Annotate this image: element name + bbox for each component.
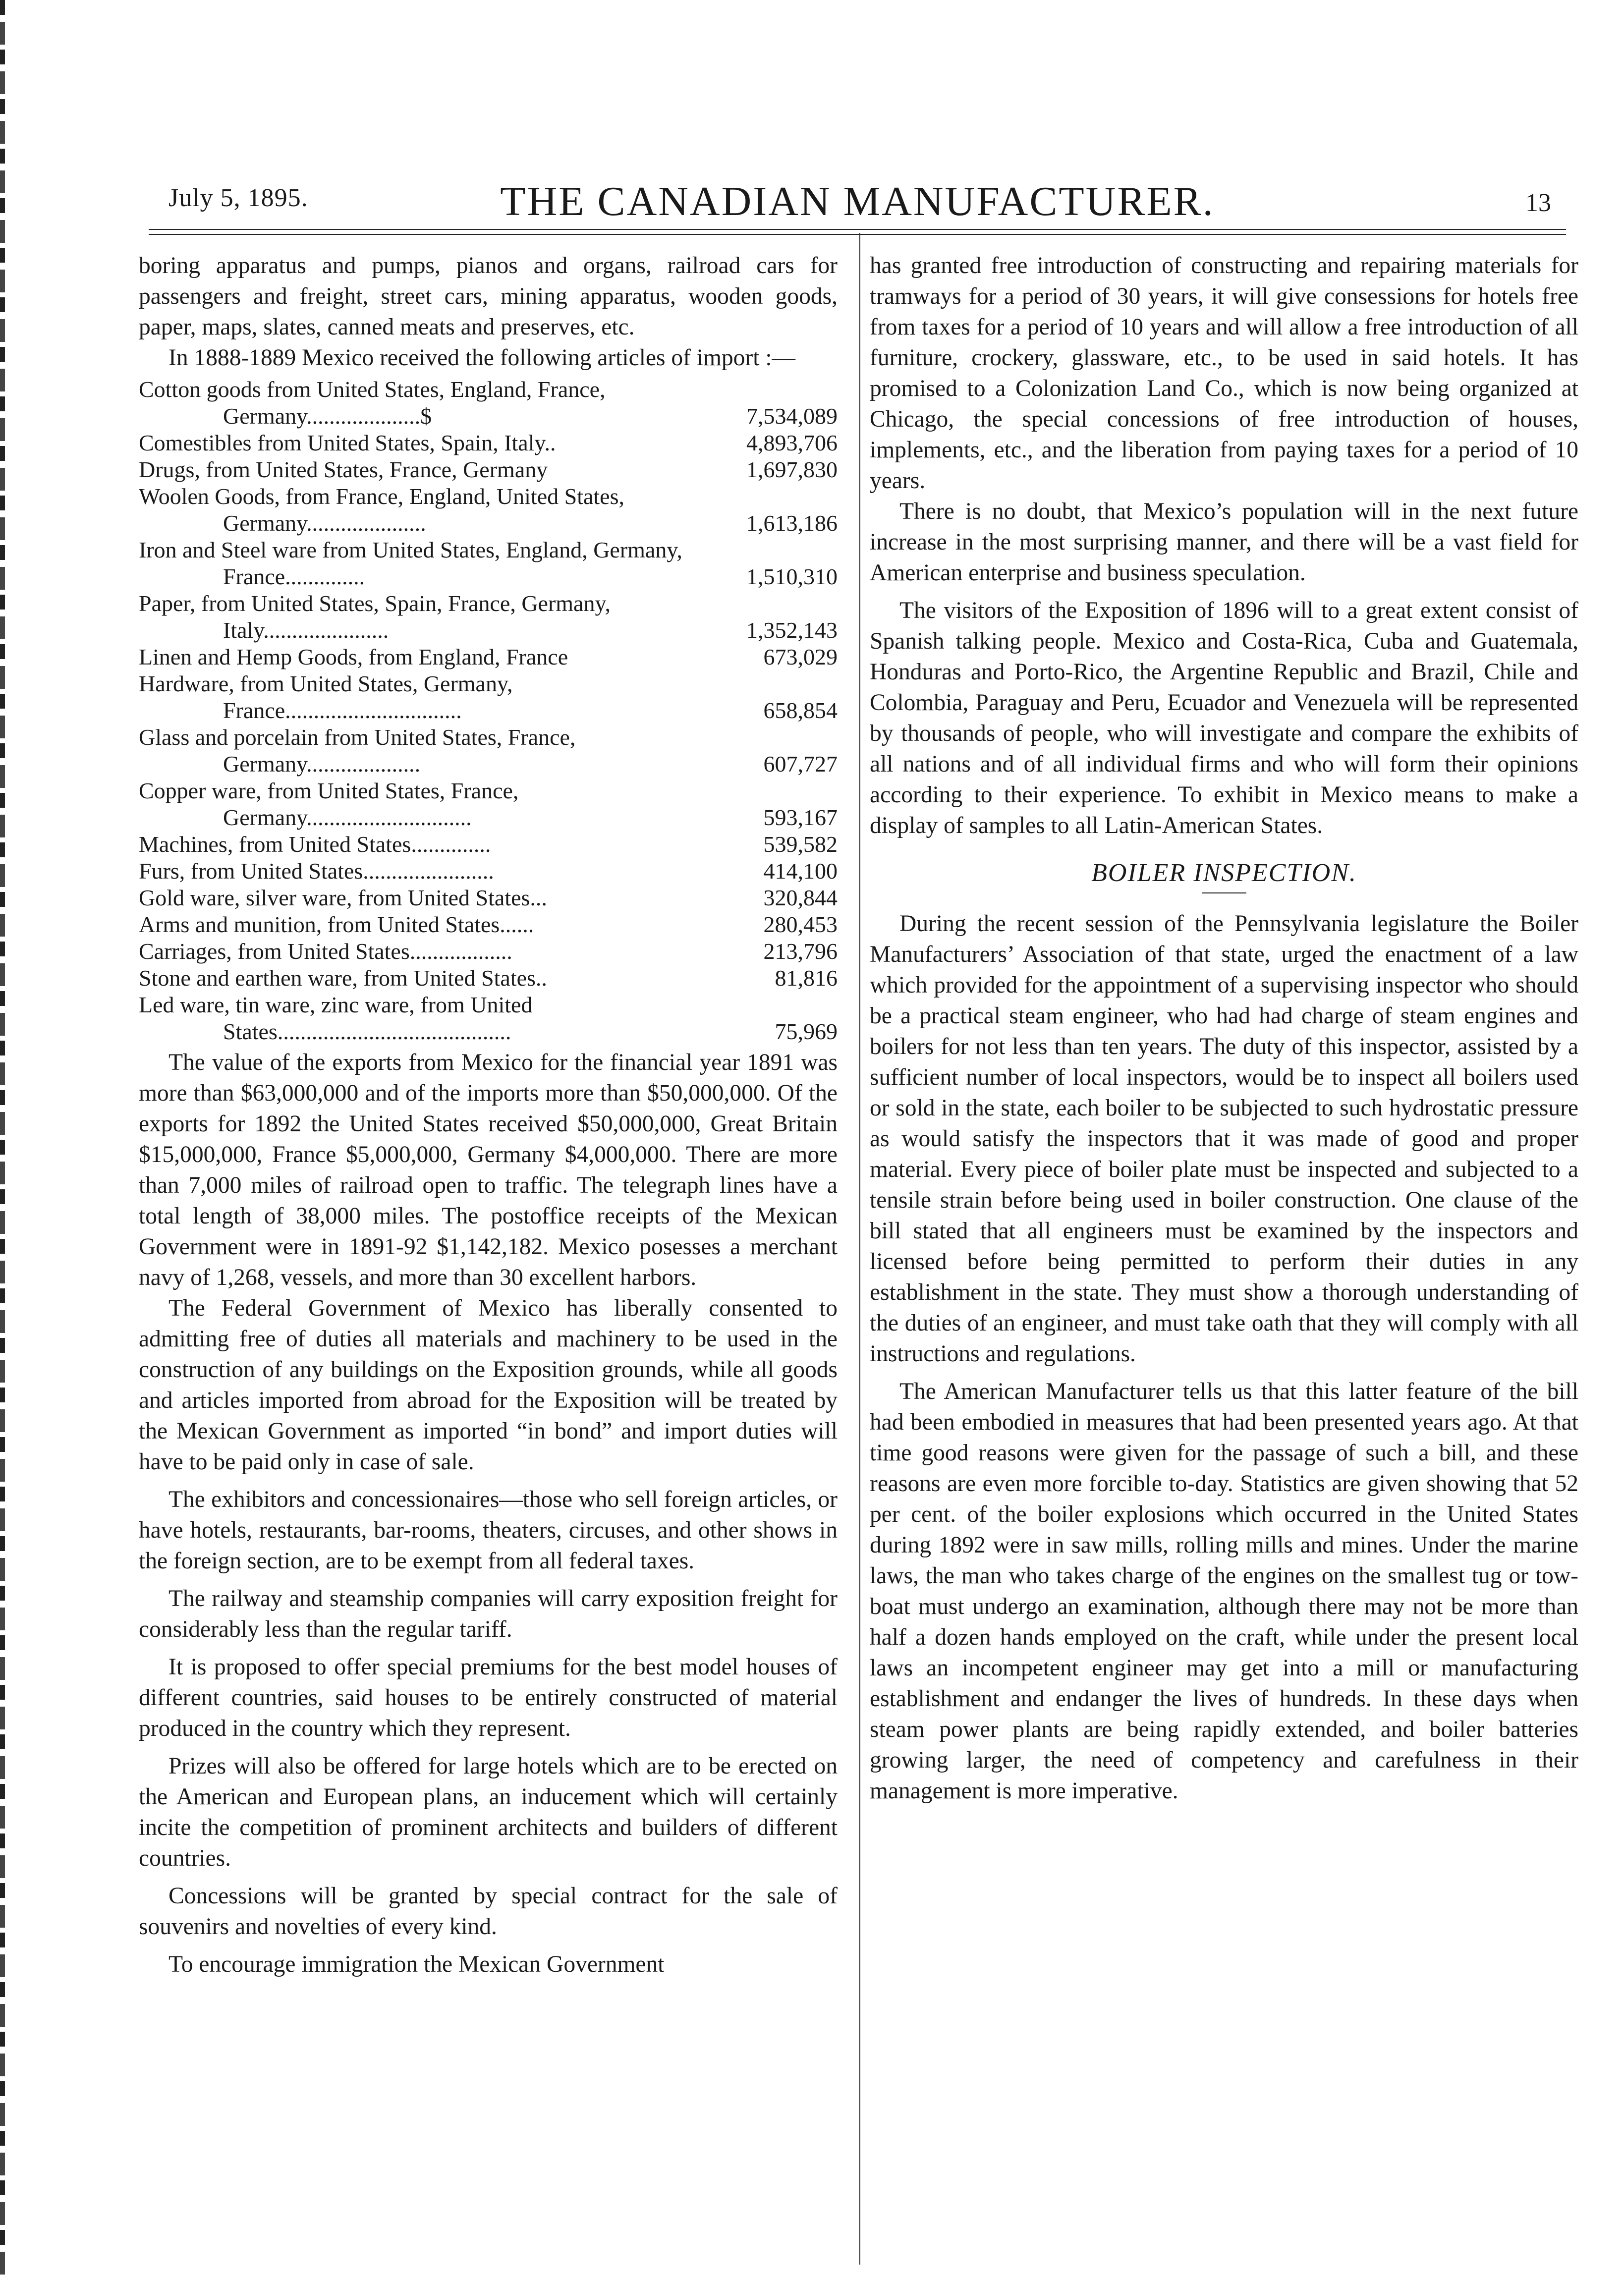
paragraph: In 1888-1889 Mexico received the following articles of import :— — [168, 345, 796, 371]
imports-row — [139, 992, 838, 1045]
imports-row — [139, 430, 838, 456]
imports-table — [139, 376, 838, 1045]
paragraph: It is proposed to offer special premiums for the best model houses of different countries, said houses to be entirely constructed of material produced in the country which they represent. — [139, 1654, 838, 1741]
header-rule-bottom — [149, 234, 1566, 235]
paragraph: Prizes will also be offered for large hotels which are to be erected on the American and European plans, an inducement which will certainly incite the competition of prominent architects and builders of different countries. — [139, 1753, 838, 1871]
imports-row — [139, 885, 838, 911]
imports-row — [139, 778, 838, 831]
imports-row — [139, 965, 838, 992]
page-number: 13 — [1525, 189, 1551, 217]
import-value: 1,510,310 — [746, 564, 838, 589]
imports-row — [139, 590, 838, 644]
paragraph: The exhibitors and concessionaires—those who sell foreign articles, or have hotels, restaurants, bar-rooms, theaters, circuses, and other shows in the foreign section, are to be exempt from all federal taxes. — [139, 1487, 838, 1574]
import-item: Stone and earthen ware, from United States.. — [139, 965, 547, 991]
imports-row — [139, 831, 838, 858]
import-item: Comestibles from United States, Spain, Italy.. — [139, 430, 556, 455]
import-item: Machines, from United States.............. — [139, 832, 491, 857]
imports-row — [139, 670, 838, 724]
right-column — [870, 250, 1578, 1806]
import-value: 593,167 — [763, 805, 838, 830]
import-item: Glass and porcelain from United States, France, Germany.................... — [139, 724, 576, 777]
import-item: Furs, from United States....................... — [139, 858, 494, 884]
paragraph: There is no doubt, that Mexico’s population will in the next future increase in the most surprising manner, and there will be a vast field for American enterprise and business speculation. — [870, 499, 1578, 586]
section-rule — [1202, 892, 1246, 893]
import-value: 607,727 — [763, 751, 838, 777]
import-value: 213,796 — [763, 939, 838, 964]
import-value: 539,582 — [763, 832, 838, 857]
import-item: Woolen Goods, from France, England, United States, Germany..................... — [139, 484, 624, 536]
import-value: 1,613,186 — [746, 510, 838, 536]
import-value: 81,816 — [775, 965, 838, 991]
paragraph: The value of the exports from Mexico for the financial year 1891 was more than $63,000,000 and of the imports more than $50,000,000. Of the exports for 1892 the United States received $50,000,000, Great Britain $15,000,000, France $5,000,000, Germany $4,000,000. There are more than 7,000 miles of railroad open to traffic. The telegraph lines have a total length of 38,000 miles. The postoffice receipts of the Mexican Government were in 1891-92 $1,142,182. Mexico posesses a merchant navy of 1,268, vessels, and more than 30 excellent harbors. — [139, 1050, 838, 1290]
imports-row — [139, 724, 838, 778]
paragraph: Concessions will be granted by special contract for the sale of souvenirs and novelties of every kind. — [139, 1883, 838, 1940]
paragraph: The visitors of the Exposition of 1896 will to a great extent consist of Spanish talking people. Mexico and Costa-Rica, Cuba and Guatemala, Honduras and Porto-Rico, the Argentine Republic and Brazil, Chile and Colombia, Paraguay and Peru, Ecuador and Venezuela will be represented by thousands of people, who will investigate and compare the exhibits of all nations and of all individual firms and who will form their opinions according to their experience. To exhibit in Mexico means to make a display of samples to all Latin-American States. — [870, 598, 1578, 838]
column-divider — [859, 233, 860, 2265]
import-item: Drugs, from United States, France, Germany — [139, 457, 548, 482]
import-item: Hardware, from United States, Germany, France............................... — [139, 671, 513, 723]
imports-row — [139, 644, 838, 670]
import-value: 1,697,830 — [746, 457, 838, 482]
import-item: Carriages, from United States.................. — [139, 939, 512, 964]
import-value: 280,453 — [763, 912, 838, 937]
import-value: 658,854 — [763, 698, 838, 723]
import-value: 320,844 — [763, 885, 838, 910]
import-item: Led ware, tin ware, zinc ware, from United States......................................... — [139, 992, 533, 1044]
imports-row — [139, 483, 838, 537]
import-value: 7,534,089 — [746, 403, 838, 429]
import-item: Cotton goods from United States, England, France, Germany....................$ — [139, 377, 606, 429]
imports-row — [139, 858, 838, 885]
left-column — [139, 250, 838, 1980]
import-value: 75,969 — [775, 1019, 838, 1044]
paragraph: The Federal Government of Mexico has liberally consented to admitting free of duties all materials and machinery to be used in the construction of any buildings on the Exposition grounds, while all goods and articles imported from abroad for the Exposition will be treated by the Mexican Government as imported “in bond” and import duties will have to be paid only in case of sale. — [139, 1295, 838, 1475]
header-rule-top — [149, 229, 1566, 230]
imports-row — [139, 376, 838, 430]
import-item: Iron and Steel ware from United States, England, Germany, France.............. — [139, 537, 682, 589]
import-value: 1,352,143 — [746, 617, 838, 643]
imports-row — [139, 911, 838, 938]
paragraph: The railway and steamship companies will carry exposition freight for considerably less than the regular tariff. — [139, 1586, 838, 1642]
paragraph: has granted free introduction of constructing and repairing materials for tramways for a period of 30 years, it will give consessions for hotels free from taxes for a period of 10 years and will allow a free introduction of all furniture, crockery, glassware, etc., to be used in said hotels. It has promised to a Colonization Land Co., which is now being organized at Chicago, the special concessions of free introduction of houses, implements, etc., and the liberation from paying taxes for a period of 10 years. — [870, 253, 1578, 494]
imports-row — [139, 537, 838, 590]
import-item: Copper ware, from United States, France, Germany............................. — [139, 778, 519, 830]
import-value: 4,893,706 — [746, 430, 838, 455]
issue-date: July 5, 1895. — [168, 184, 308, 212]
import-item: Linen and Hemp Goods, from England, France — [139, 644, 568, 669]
import-item: Arms and munition, from United States...... — [139, 912, 534, 937]
import-item: Paper, from United States, Spain, France, Germany, Italy...................... — [139, 591, 611, 643]
imports-row — [139, 938, 838, 965]
page-header — [149, 168, 1566, 228]
publication-title: THE CANADIAN MANUFACTURER. — [500, 178, 1215, 224]
imports-row — [139, 456, 838, 483]
import-value: 673,029 — [763, 644, 838, 669]
paragraph: To encourage immigration the Mexican Government — [168, 1951, 665, 1977]
paragraph: The American Manufacturer tells us that this latter feature of the bill had been embodied in measures that had been presented years ago. At that time good reasons were given for the passage of such a bill, and these reasons are even more forcible to-day. Statistics are given showing that 52 per cent. of the boiler explosions which occurred in the United States during 1892 were in saw mills, rolling mills and mines. Under the marine laws, the man who takes charge of the engines on the smallest tug or tow-boat must undergo an examination, although there may not be more than half a dozen hands employed on the craft, while under the present local laws an incompetent engineer may get into a mill or manufacturing establishment and endanger the lives of hundreds. In these days when steam power plants are being rapidly extended, and boiler batteries growing larger, the need of competency and carefulness in their management is more imperative. — [870, 1379, 1578, 1804]
paragraph: During the recent session of the Pennsylvania legislature the Boiler Manufacturers’ Association of that state, urged the enactment of a law which provided for the appointment of a supervising inspector who should be a practical steam engineer, who had had charge of steam engines and boilers for not less than ten years. The duty of this inspector, assisted by a sufficient number of local inspectors, would be to inspect all boilers used or sold in the state, each boiler to be subjected to such hydrostatic pressure as would satisfy the inspectors that it was made of good and proper material. Every piece of boiler plate must be inspected and subjected to a tensile strain before being used in boiler construction. One clause of the bill stated that all engineers must be examined by the inspectors and licensed before being permitted to perform their duties in any establishment in the state. They must show a thorough understanding of the duties of an engineer, and must take oath that they will comply with all instructions and regulations. — [870, 911, 1578, 1367]
import-item: Gold ware, silver ware, from United States... — [139, 885, 547, 910]
paragraph: boring apparatus and pumps, pianos and organs, railroad cars for passengers and freight, street cars, mining apparatus, wooden goods, paper, maps, slates, canned meats and preserves, etc. — [139, 253, 838, 340]
scan-edge-artifact — [0, 0, 5, 2277]
section-heading: BOILER INSPECTION. — [1091, 859, 1357, 887]
import-value: 414,100 — [763, 858, 838, 884]
